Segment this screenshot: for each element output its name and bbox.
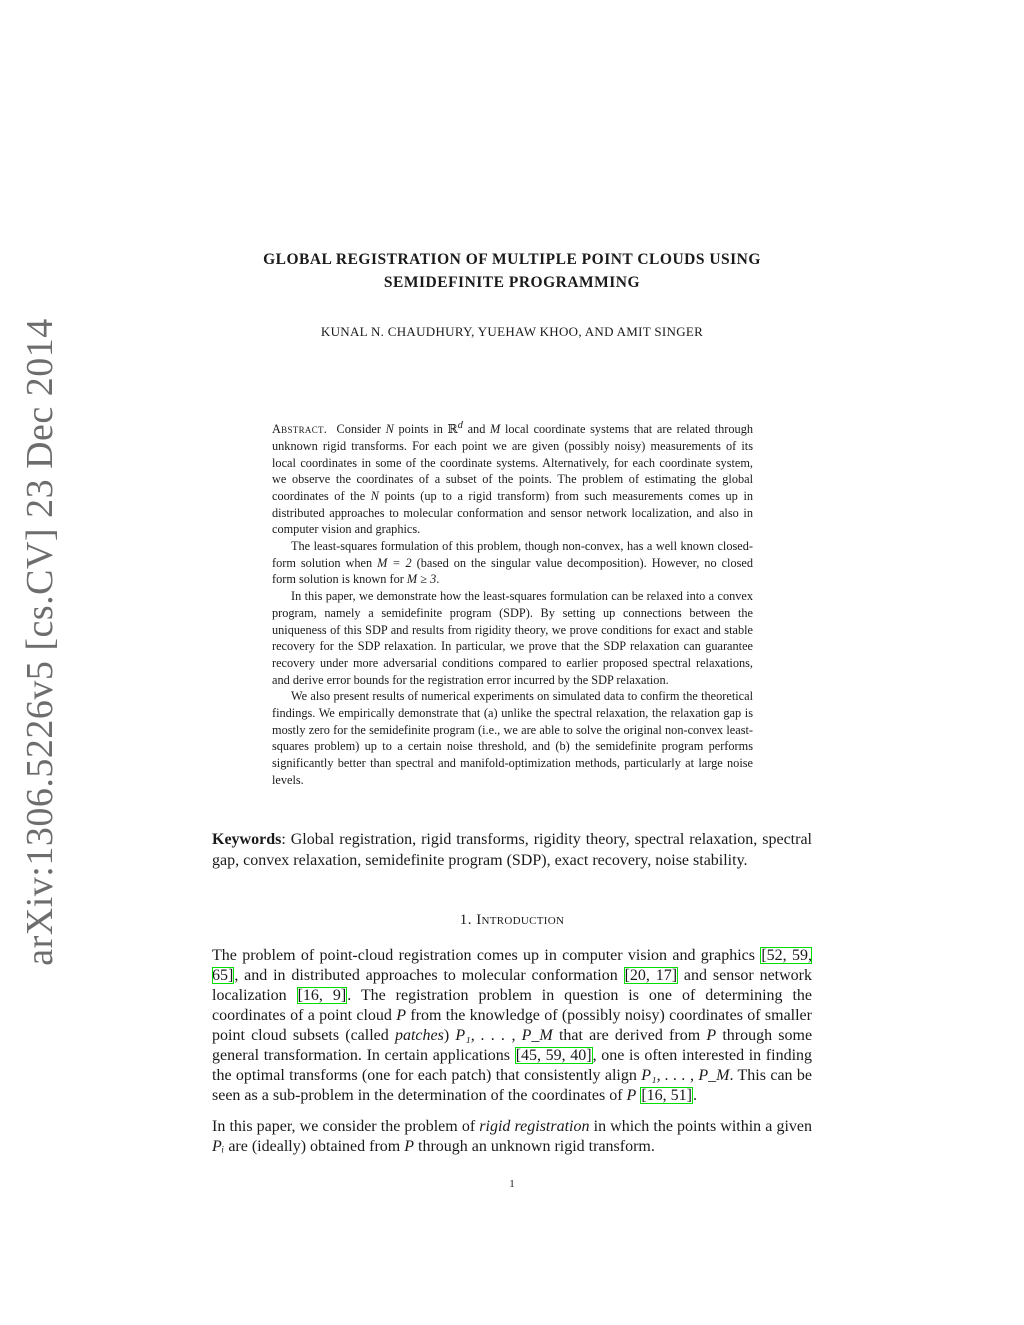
body-text: in which the points within a given	[593, 1118, 813, 1135]
citation-link[interactable]: [52, 59, 65]	[212, 947, 813, 984]
section-heading-introduction	[150, 912, 874, 929]
math-symbol: Pᵢ	[212, 1138, 225, 1155]
math-symbol: P	[706, 1027, 717, 1044]
math-symbol: d	[457, 420, 463, 431]
paper-title-line-1: GLOBAL REGISTRATION OF MULTIPLE POINT CLOUDS USING	[263, 251, 761, 268]
body-text: , and in distributed approaches to molecular conformation	[234, 967, 618, 984]
abstract-paragraph-1	[272, 418, 753, 538]
body-text: , one is often interested in finding the optimal transforms (one for each patch) that consistently align	[212, 1047, 813, 1084]
abstract-text: .	[436, 572, 440, 587]
body-text: through some general transformation. In certain applications	[212, 1027, 813, 1064]
body-text: . The registration problem in question is one of determining the coordinates of a point cloud	[212, 987, 813, 1024]
body-text: )	[443, 1027, 450, 1044]
body-text: .	[692, 1087, 697, 1104]
emphasis-text: patches	[394, 1027, 444, 1044]
keywords	[212, 830, 812, 871]
introduction-body	[212, 946, 812, 1168]
citation-link[interactable]: [20, 17]	[624, 967, 678, 984]
abstract-paragraph-4: We also present results of numerical experiments on simulated data to confirm the theoretical findings. We empirically demonstrate that (a) unlike the spectral relaxation, the relaxation gap is mostly zero for the semidefinite program (i.e., we are able to solve the original non-convex least-squares problem) up to a certain noise threshold, and (b) the semidefinite program performs significantly better than spectral and manifold-optimization methods, particularly at large noise levels.	[272, 689, 753, 787]
abstract-text: Consider	[336, 422, 381, 437]
abstract-text: points in	[398, 422, 443, 437]
math-expression: P₁, . . . , P_M	[455, 1027, 553, 1044]
citation-link[interactable]: [16, 9]	[297, 987, 347, 1004]
section-number: 1.	[459, 912, 472, 928]
math-symbol: P	[404, 1138, 415, 1155]
paper-title-line-2: SEMIDEFINITE PROGRAMMING	[383, 274, 641, 291]
emphasis-text: rigid registration	[479, 1118, 590, 1135]
math-symbol: P	[626, 1087, 637, 1104]
abstract-paragraph-3: In this paper, we demonstrate how the least-squares formulation can be relaxed into a convex program, namely a semidefinite program (SDP). By setting up connections between the uniqueness of this SDP and results from rigidity theory, we prove conditions for exact and stable recovery for the SDP relaxation. In particular, we prove that the SDP relaxation can guarantee recovery under more adversarial conditions compared to earlier proposed spectral relaxations, and derive error bounds for the registration error incurred by the SDP relaxation.	[272, 589, 753, 687]
citation-link[interactable]: [16, 51]	[641, 1087, 692, 1104]
arxiv-identifier-text: arXiv:1306.5226v5 [cs.CV] 23 Dec 2014	[19, 318, 61, 966]
math-expression: M ≥ 3	[406, 572, 437, 587]
body-text: and sensor network localization	[212, 967, 813, 1004]
abstract-text: points (up to a rigid transform) from such measurements comes up in distributed approaches to molecular conformation and sensor network localization, and also in computer vision and graphics.	[272, 488, 754, 537]
abstract-text: The least-squares formulation of this problem, though non-convex, has a well known closed-form solution when	[272, 539, 753, 570]
body-text: are (ideally) obtained from	[228, 1138, 401, 1155]
citation-link[interactable]: [45, 59, 40]	[515, 1047, 592, 1064]
abstract-paragraph-2	[272, 538, 753, 588]
section-title: Introduction	[476, 912, 565, 928]
math-expression: P₁, . . . , P_M	[641, 1067, 730, 1084]
body-text: In this paper, we consider the problem of	[212, 1118, 476, 1135]
keywords-text: : Global registration, rigid transforms, rigidity theory, spectral relaxation, spectral gap, convex relaxation, semidefinite program (SDP), exact recovery, noise stability.	[212, 831, 812, 869]
abstract-text: and	[467, 422, 486, 437]
keywords-label: Keywords	[212, 831, 282, 848]
paper-title	[150, 248, 874, 294]
body-text: . This can be seen as a sub-problem in the determination of the coordinates of	[212, 1067, 813, 1104]
abstract	[272, 418, 753, 789]
math-symbol: M	[490, 422, 501, 437]
body-text: from the knowledge of (possibly noisy) coordinates of smaller point cloud subsets (called	[212, 1007, 812, 1044]
body-text: through an unknown rigid transform.	[418, 1138, 655, 1155]
page-number: 1	[509, 1178, 515, 1190]
math-symbol: N	[385, 422, 394, 437]
abstract-label: Abstract.	[272, 422, 328, 437]
abstract-text: local coordinate systems that are related through unknown rigid transforms. For each point we are given (possibly noisy) measurements of its local coordinates in some of the coordinate systems. Alternatively, for each coordinate system, we observe the coordinates of a subset of the points. The problem of estimating the global coordinates of the	[272, 422, 753, 503]
abstract-text: (based on the singular value decomposition). However, no closed form solution is known for	[272, 555, 753, 587]
math-symbol: N	[370, 488, 379, 503]
math-symbol: ℝ	[447, 422, 458, 437]
paper-authors: KUNAL N. CHAUDHURY, YUEHAW KHOO, AND AMIT SINGER	[320, 324, 704, 339]
body-text: The problem of point-cloud registration comes up in computer vision and graphics	[212, 947, 755, 964]
math-symbol: P	[396, 1007, 407, 1024]
math-expression: M = 2	[377, 555, 412, 570]
intro-paragraph-1	[212, 946, 812, 1106]
body-text: that are derived from	[558, 1027, 701, 1044]
intro-paragraph-2	[212, 1117, 812, 1157]
